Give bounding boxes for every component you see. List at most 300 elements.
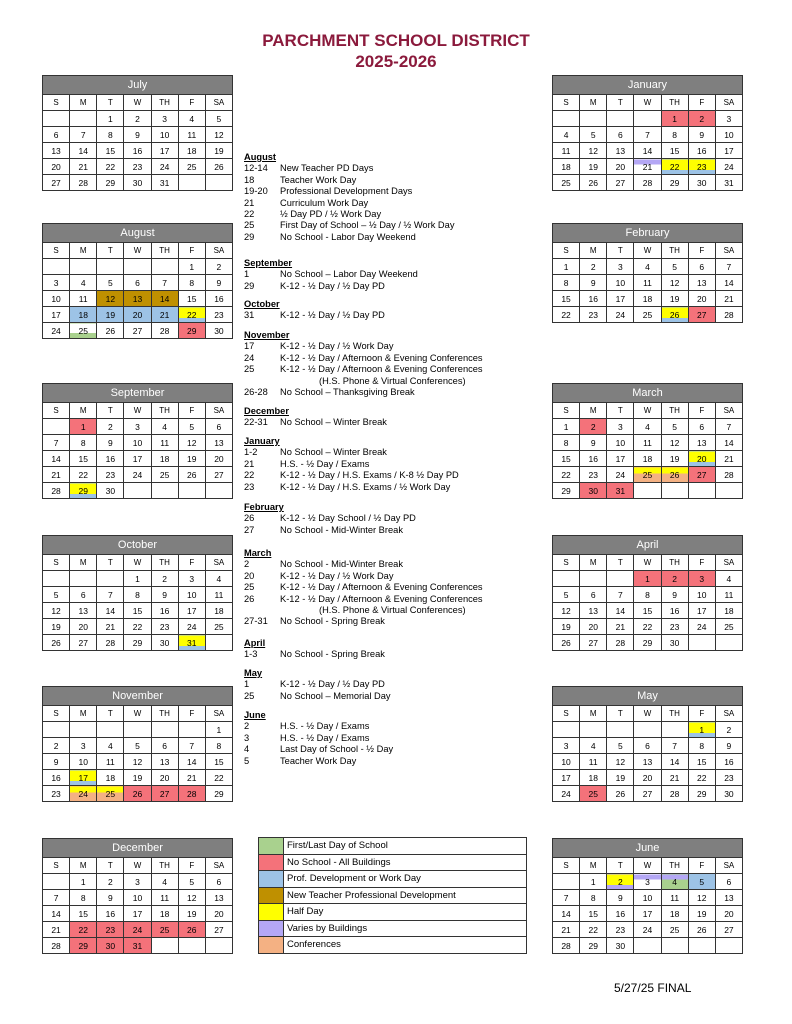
- day-cell: 26: [43, 635, 70, 651]
- day-cell: 12: [607, 754, 634, 770]
- day-cell: 14: [97, 603, 124, 619]
- day-cell: 18: [661, 906, 688, 922]
- legend-swatch: [259, 838, 284, 855]
- day-cell: 16: [688, 143, 715, 159]
- event-date: 21: [244, 458, 255, 469]
- event-date: 25: [244, 220, 255, 231]
- day-of-week-header: T: [97, 403, 124, 419]
- day-cell: 14: [634, 143, 661, 159]
- day-cell: 23: [688, 159, 715, 175]
- legend-swatch: [259, 871, 284, 888]
- day-cell: 5: [205, 111, 232, 127]
- event-text: No School – Winter Break: [280, 417, 387, 428]
- day-of-week-header: M: [580, 555, 607, 571]
- day-cell: 21: [553, 922, 580, 938]
- day-cell: 20: [580, 619, 607, 635]
- events-month-heading: December: [244, 406, 289, 416]
- day-cell: 20: [151, 770, 178, 786]
- event-text: New Teacher PD Days: [280, 163, 374, 174]
- event-text: K-12 - ½ Day / Afternoon & Evening Conferences: [280, 364, 483, 375]
- day-cell: 25: [661, 922, 688, 938]
- day-of-week-header: TH: [661, 706, 688, 722]
- month-title: April: [553, 536, 743, 555]
- event-date: 1: [244, 679, 250, 690]
- day-of-week-header: SA: [715, 403, 742, 419]
- calendar-december: [42, 838, 233, 954]
- legend-row: [259, 854, 527, 871]
- day-cell: 2: [580, 259, 607, 275]
- day-of-week-header: W: [124, 706, 151, 722]
- event-row: [244, 387, 483, 398]
- legend-swatch: [259, 904, 284, 921]
- event-date: 29: [244, 280, 255, 291]
- day-cell: 10: [607, 275, 634, 291]
- day-of-week-header: TH: [661, 95, 688, 111]
- month-title: October: [43, 536, 233, 555]
- day-of-week-header: TH: [151, 858, 178, 874]
- day-cell: 5: [178, 874, 205, 890]
- day-cell: 21: [97, 619, 124, 635]
- event-date: 1: [244, 269, 250, 280]
- day-cell: 1: [70, 419, 97, 435]
- day-cell: 2: [715, 722, 742, 738]
- day-cell: 3: [607, 259, 634, 275]
- empty-cell: [205, 175, 232, 191]
- day-cell: 1: [553, 259, 580, 275]
- empty-cell: [661, 483, 688, 499]
- day-of-week-header: T: [97, 858, 124, 874]
- event-date: 27-31: [244, 616, 268, 627]
- day-cell: 22: [124, 619, 151, 635]
- empty-cell: [688, 635, 715, 651]
- event-row: [244, 691, 391, 702]
- day-cell: 28: [715, 467, 742, 483]
- event-date: 23: [244, 481, 255, 492]
- day-of-week-header: S: [553, 555, 580, 571]
- day-cell: 11: [70, 291, 97, 307]
- day-cell: 15: [661, 143, 688, 159]
- day-cell: 11: [634, 275, 661, 291]
- empty-cell: [634, 722, 661, 738]
- day-cell: 21: [43, 467, 70, 483]
- day-cell: 25: [151, 467, 178, 483]
- day-cell: 17: [43, 307, 70, 323]
- day-cell: 2: [661, 571, 688, 587]
- day-cell: 4: [151, 419, 178, 435]
- event-date: 26: [244, 593, 255, 604]
- empty-cell: [607, 111, 634, 127]
- day-cell: 30: [97, 483, 124, 499]
- empty-cell: [124, 722, 151, 738]
- day-cell: 17: [151, 143, 178, 159]
- day-cell: 23: [661, 619, 688, 635]
- day-of-week-header: W: [124, 403, 151, 419]
- day-cell: 25: [553, 175, 580, 191]
- day-of-week-header: T: [607, 243, 634, 259]
- day-cell: 6: [70, 587, 97, 603]
- day-cell: 11: [97, 754, 124, 770]
- day-cell: 1: [178, 259, 205, 275]
- day-cell: 15: [634, 603, 661, 619]
- empty-cell: [661, 722, 688, 738]
- day-of-week-header: SA: [205, 403, 232, 419]
- empty-cell: [634, 483, 661, 499]
- day-of-week-header: M: [580, 706, 607, 722]
- district-title: PARCHMENT SCHOOL DISTRICT: [262, 31, 530, 50]
- event-text: No School – Winter Break: [280, 447, 387, 458]
- day-cell: 27: [580, 635, 607, 651]
- day-cell: 26: [97, 323, 124, 339]
- legend-swatch: [259, 920, 284, 937]
- events-month-heading: October: [244, 299, 280, 309]
- day-cell: 9: [43, 754, 70, 770]
- event-row: [244, 198, 454, 209]
- day-of-week-header: T: [97, 706, 124, 722]
- day-cell: 22: [553, 467, 580, 483]
- legend-row: [259, 887, 527, 904]
- event-date: 22-31: [244, 417, 268, 428]
- day-cell: 27: [43, 175, 70, 191]
- day-cell: 13: [70, 603, 97, 619]
- day-cell: 11: [151, 890, 178, 906]
- day-cell: 7: [151, 275, 178, 291]
- day-cell: 21: [715, 291, 742, 307]
- event-text: ½ Day PD / ½ Work Day: [280, 209, 382, 220]
- day-cell: 22: [97, 159, 124, 175]
- day-of-week-header: S: [43, 858, 70, 874]
- event-row: [244, 447, 459, 458]
- day-cell: 6: [205, 419, 232, 435]
- legend-row: [259, 838, 527, 855]
- day-of-week-header: M: [70, 858, 97, 874]
- day-cell: 19: [607, 770, 634, 786]
- day-cell: 20: [688, 451, 715, 467]
- day-cell: 18: [97, 770, 124, 786]
- day-cell: 6: [688, 259, 715, 275]
- day-cell: 18: [151, 906, 178, 922]
- empty-cell: [151, 722, 178, 738]
- day-of-week-header: SA: [205, 243, 232, 259]
- day-of-week-header: M: [70, 706, 97, 722]
- day-cell: 9: [124, 127, 151, 143]
- calendar-september: [42, 383, 233, 499]
- event-date: 18: [244, 174, 255, 185]
- event-text: Teacher Work Day: [280, 174, 357, 185]
- day-cell: 8: [97, 127, 124, 143]
- empty-cell: [553, 571, 580, 587]
- day-cell: 16: [97, 451, 124, 467]
- month-title: March: [553, 384, 743, 403]
- day-cell: 1: [205, 722, 232, 738]
- day-cell: 17: [607, 451, 634, 467]
- calendar-april: [552, 535, 743, 651]
- day-cell: 10: [634, 890, 661, 906]
- day-cell: 24: [70, 786, 97, 802]
- day-of-week-header: T: [97, 243, 124, 259]
- event-text: K-12 - ½ Day / ½ Work Day: [280, 341, 394, 352]
- event-date: 1-2: [244, 447, 258, 458]
- day-cell: 14: [715, 435, 742, 451]
- event-text: First Day of School – ½ Day / ½ Work Day: [280, 220, 455, 231]
- events-december: [244, 404, 387, 429]
- event-text: K-12 - ½ Day / ½ Day PD: [280, 310, 385, 321]
- day-cell: 28: [43, 483, 70, 499]
- day-cell: 4: [715, 571, 742, 587]
- day-cell: 5: [661, 259, 688, 275]
- day-cell: 9: [715, 738, 742, 754]
- event-row: [244, 353, 483, 364]
- day-cell: 7: [607, 587, 634, 603]
- day-cell: 12: [124, 754, 151, 770]
- day-cell: 11: [634, 435, 661, 451]
- day-cell: 20: [634, 770, 661, 786]
- events-month-heading: February: [244, 502, 284, 512]
- legend-label: Half Day: [284, 904, 527, 921]
- day-cell: 8: [124, 587, 151, 603]
- day-cell: 25: [634, 307, 661, 323]
- day-cell: 28: [634, 175, 661, 191]
- empty-cell: [43, 111, 70, 127]
- day-cell: 24: [715, 159, 742, 175]
- day-cell: 15: [70, 906, 97, 922]
- event-text: K-12 - ½ Day / H.S. Exams / ½ Work Day: [280, 481, 451, 492]
- day-cell: 1: [580, 874, 607, 890]
- day-cell: 17: [715, 143, 742, 159]
- day-cell: 22: [70, 467, 97, 483]
- event-text: H.S. - ½ Day / Exams: [280, 732, 370, 743]
- day-cell: 14: [661, 754, 688, 770]
- day-cell: 10: [553, 754, 580, 770]
- event-date: 29: [244, 231, 255, 242]
- events-month-heading: January: [244, 436, 280, 446]
- day-cell: 30: [205, 323, 232, 339]
- day-cell: 2: [97, 874, 124, 890]
- day-cell: 4: [97, 738, 124, 754]
- legend-row: [259, 937, 527, 954]
- day-cell: 2: [124, 111, 151, 127]
- event-row: [244, 310, 385, 321]
- day-cell: 14: [178, 754, 205, 770]
- day-of-week-header: S: [553, 403, 580, 419]
- day-of-week-header: TH: [661, 403, 688, 419]
- day-cell: 31: [178, 635, 205, 651]
- day-cell: 15: [124, 603, 151, 619]
- day-of-week-header: W: [124, 95, 151, 111]
- day-cell: 8: [178, 275, 205, 291]
- day-cell: 6: [634, 738, 661, 754]
- day-of-week-header: T: [97, 555, 124, 571]
- day-cell: 6: [688, 419, 715, 435]
- day-cell: 3: [178, 571, 205, 587]
- calendar-march: [552, 383, 743, 499]
- day-cell: 29: [661, 175, 688, 191]
- revision-date: 5/27/25 FINAL: [614, 981, 692, 995]
- event-row: [244, 744, 393, 755]
- day-cell: 23: [580, 467, 607, 483]
- day-cell: 4: [178, 111, 205, 127]
- day-cell: 31: [607, 483, 634, 499]
- day-cell: 28: [70, 175, 97, 191]
- event-text: No School - Mid-Winter Break: [280, 524, 403, 535]
- day-cell: 2: [607, 874, 634, 890]
- day-cell: 3: [124, 419, 151, 435]
- day-cell: 19: [124, 770, 151, 786]
- day-of-week-header: TH: [661, 555, 688, 571]
- day-cell: 31: [715, 175, 742, 191]
- empty-cell: [580, 722, 607, 738]
- day-of-week-header: F: [178, 858, 205, 874]
- day-cell: 27: [205, 467, 232, 483]
- day-cell: 19: [661, 451, 688, 467]
- day-cell: 21: [70, 159, 97, 175]
- day-cell: 24: [151, 159, 178, 175]
- day-cell: 7: [634, 127, 661, 143]
- day-cell: 16: [205, 291, 232, 307]
- day-cell: 12: [688, 890, 715, 906]
- day-cell: 26: [553, 635, 580, 651]
- day-of-week-header: SA: [715, 858, 742, 874]
- day-cell: 18: [151, 451, 178, 467]
- day-cell: 11: [178, 127, 205, 143]
- day-cell: 16: [580, 451, 607, 467]
- day-cell: 12: [178, 435, 205, 451]
- day-cell: 3: [70, 738, 97, 754]
- day-cell: 1: [124, 571, 151, 587]
- day-cell: 29: [124, 635, 151, 651]
- day-cell: 25: [715, 619, 742, 635]
- day-cell: 26: [688, 922, 715, 938]
- calendar-may: [552, 686, 743, 802]
- day-cell: 18: [715, 603, 742, 619]
- day-cell: 4: [151, 874, 178, 890]
- event-row: [244, 733, 393, 744]
- day-cell: 25: [580, 786, 607, 802]
- day-cell: 26: [205, 159, 232, 175]
- day-cell: 29: [634, 635, 661, 651]
- day-cell: 20: [688, 291, 715, 307]
- day-cell: 10: [43, 291, 70, 307]
- calendar-october: [42, 535, 233, 651]
- day-of-week-header: F: [688, 858, 715, 874]
- day-of-week-header: SA: [205, 95, 232, 111]
- day-cell: 7: [661, 738, 688, 754]
- legend-swatch: [259, 887, 284, 904]
- day-of-week-header: SA: [205, 706, 232, 722]
- event-note: (H.S. Phone & Virtual Conferences): [319, 375, 466, 386]
- empty-cell: [607, 722, 634, 738]
- day-cell: 24: [124, 467, 151, 483]
- day-cell: 12: [205, 127, 232, 143]
- day-cell: 22: [688, 770, 715, 786]
- day-cell: 6: [43, 127, 70, 143]
- day-cell: 23: [607, 922, 634, 938]
- event-date: 22: [244, 209, 255, 220]
- day-cell: 24: [607, 467, 634, 483]
- day-cell: 6: [205, 874, 232, 890]
- day-cell: 17: [553, 770, 580, 786]
- day-cell: 5: [43, 587, 70, 603]
- event-date: 4: [244, 744, 250, 755]
- events-month-heading: April: [244, 638, 266, 648]
- day-cell: 20: [205, 906, 232, 922]
- day-cell: 2: [580, 419, 607, 435]
- day-cell: 1: [70, 874, 97, 890]
- day-of-week-header: M: [580, 403, 607, 419]
- events-month-heading: August: [244, 152, 277, 162]
- day-cell: 10: [124, 890, 151, 906]
- event-text: K-12 - ½ Day School / ½ Day PD: [280, 513, 416, 524]
- event-text: K-12 - ½ Day / ½ Day PD: [280, 280, 385, 291]
- day-of-week-header: W: [124, 858, 151, 874]
- day-of-week-header: W: [634, 858, 661, 874]
- day-of-week-header: M: [70, 555, 97, 571]
- legend-row: [259, 871, 527, 888]
- day-cell: 7: [43, 890, 70, 906]
- events-october: [244, 297, 385, 322]
- event-date: 27: [244, 524, 255, 535]
- month-title: February: [553, 224, 743, 243]
- day-of-week-header: S: [553, 706, 580, 722]
- calendar-february: [552, 223, 743, 323]
- day-of-week-header: T: [607, 555, 634, 571]
- legend-label: Varies by Buildings: [284, 920, 527, 937]
- day-cell: 8: [553, 275, 580, 291]
- events-november: [244, 328, 483, 398]
- empty-cell: [43, 874, 70, 890]
- events-june: [244, 708, 393, 767]
- day-of-week-header: W: [634, 243, 661, 259]
- day-cell: 22: [178, 307, 205, 323]
- day-cell: 30: [97, 938, 124, 954]
- day-cell: 26: [580, 175, 607, 191]
- day-cell: 23: [43, 786, 70, 802]
- day-cell: 13: [124, 291, 151, 307]
- event-date: 26-28: [244, 387, 268, 398]
- day-cell: 20: [715, 906, 742, 922]
- events-month-heading: May: [244, 668, 263, 678]
- day-cell: 19: [97, 307, 124, 323]
- day-of-week-header: F: [688, 403, 715, 419]
- day-of-week-header: M: [70, 95, 97, 111]
- day-cell: 9: [151, 587, 178, 603]
- day-cell: 18: [178, 143, 205, 159]
- day-cell: 23: [151, 619, 178, 635]
- day-cell: 21: [661, 770, 688, 786]
- day-cell: 7: [715, 419, 742, 435]
- day-cell: 19: [553, 619, 580, 635]
- legend-row: [259, 920, 527, 937]
- day-cell: 2: [205, 259, 232, 275]
- day-cell: 5: [124, 738, 151, 754]
- day-cell: 23: [715, 770, 742, 786]
- day-cell: 20: [124, 307, 151, 323]
- day-cell: 9: [205, 275, 232, 291]
- day-cell: 9: [580, 435, 607, 451]
- day-cell: 29: [178, 323, 205, 339]
- day-cell: 23: [205, 307, 232, 323]
- month-title: July: [43, 76, 233, 95]
- event-date: 5: [244, 755, 250, 766]
- empty-cell: [715, 938, 742, 954]
- day-cell: 8: [688, 738, 715, 754]
- day-cell: 27: [715, 922, 742, 938]
- day-of-week-header: SA: [715, 243, 742, 259]
- day-cell: 2: [97, 419, 124, 435]
- event-row: [244, 341, 483, 352]
- day-cell: 10: [151, 127, 178, 143]
- day-cell: 10: [70, 754, 97, 770]
- day-cell: 4: [70, 275, 97, 291]
